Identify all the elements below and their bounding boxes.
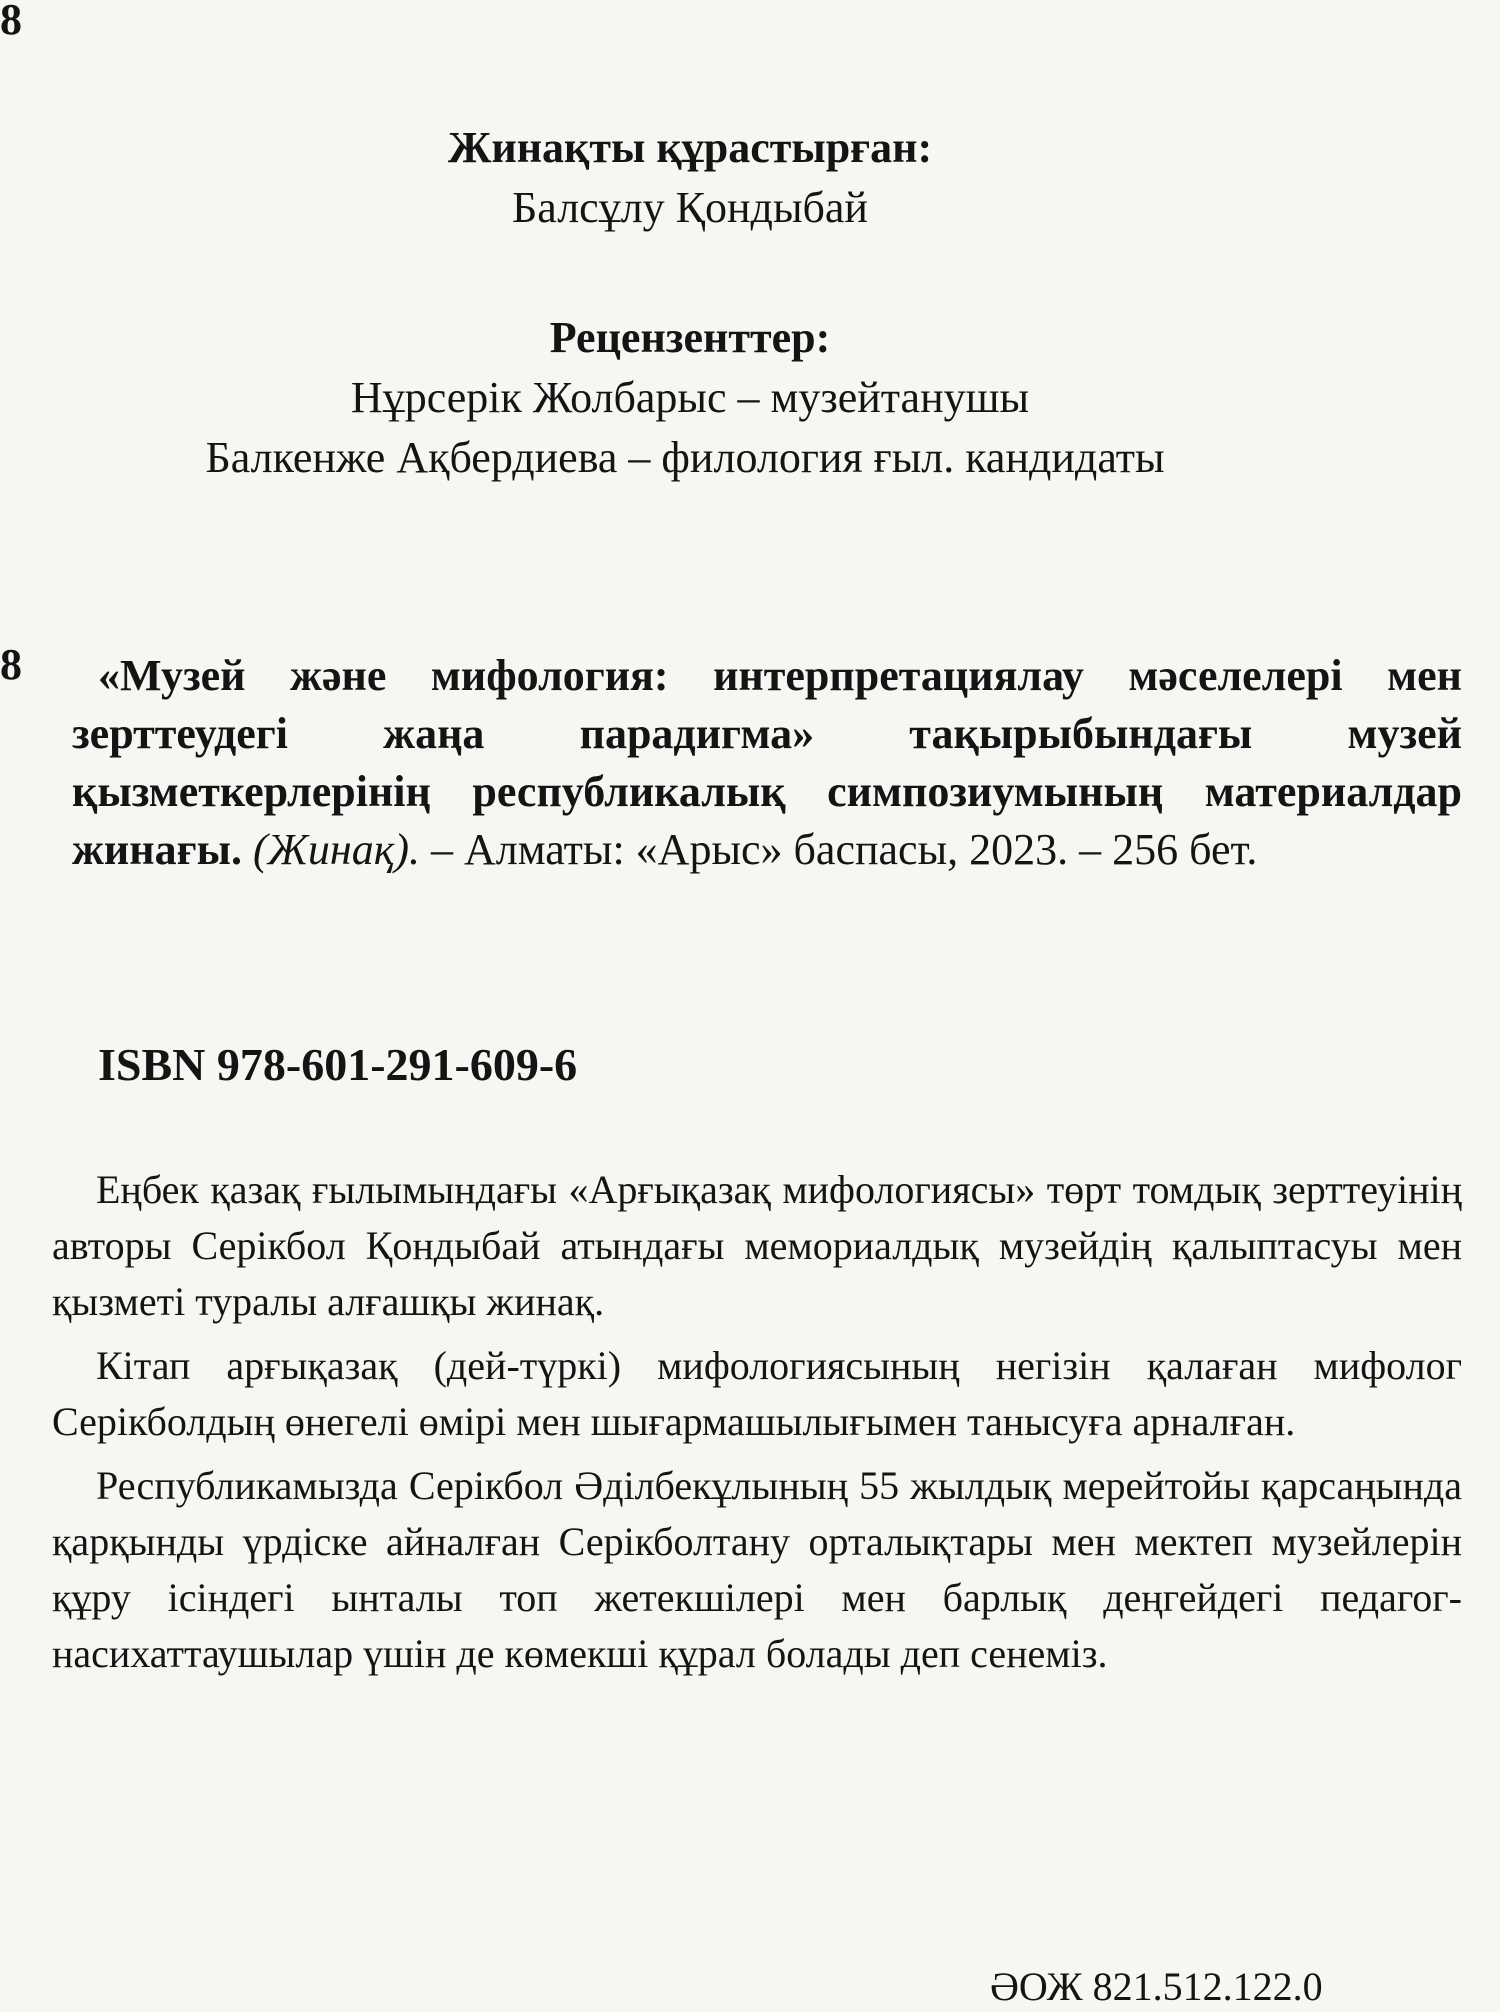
bib-type: (Жинақ). [252,825,420,874]
reviewer-line: Балкенже Ақбердиева – филология ғыл. кандидаты [205,433,1165,482]
reviewer-line: Нұрсерік Жолбарыс – музейтанушы [350,373,1030,422]
annotation-paragraph: Республикамызда Серікбол Әділбекұлының 55 жылдық мерейтойы қарсаңында қарқынды үрдіске айналған Серікболтану орталықтары мен мектеп музейлерін құру ісіндегі ынталы топ жетекшілері мен барлық деңгейдегі педагог-насихаттаушылар үшін де көмекші құрал болады деп сенеміз. [52,1463,1462,1676]
compiler-name: Балсұлу Қондыбай [512,183,868,232]
annotation-paragraph: Еңбек қазақ ғылымындағы «Арғықазақ мифологиясы» төрт томдық зерттеуінің авторы Серікбол Қондыбай атындағы мемориалдық музейдің қалыптасуы мен қызметі туралы алғашқы жинақ. [52,1167,1462,1324]
bib-imprint: – Алматы: «Арыс» баспасы, 2023. – 256 бет. [430,825,1258,874]
annotation-paragraph: Кітап арғықазақ (дей-түркі) мифологиясының негізін қалаған мифолог Серікболдың өнегелі өмірі мен шығармашылығымен танысуға арналған. [52,1343,1462,1444]
reviewers-heading: Рецензенттер: [549,313,831,362]
reviewers-block [0,308,1380,488]
page-number-corner: 8 [0,0,22,44]
isbn: ISBN 978-601-291-609-6 [98,1039,578,1090]
bibliographic-entry [72,647,1462,879]
compiler-block [0,118,1380,238]
udc-code: ӘОЖ 821.512.122.0 [990,1964,1323,2009]
compiler-heading: Жинақты құрастырған: [447,123,933,172]
bib-title: «Музей және мифология: интерпретациялау мәселелері мен зерттеудегі жаңа парадигма» тақырыбындағы музей қызметкерлерінің республикалық симпозиумының материалдар жинағы. [72,651,1462,874]
annotation [52,1162,1462,1690]
side-mark: 8 [0,640,22,689]
